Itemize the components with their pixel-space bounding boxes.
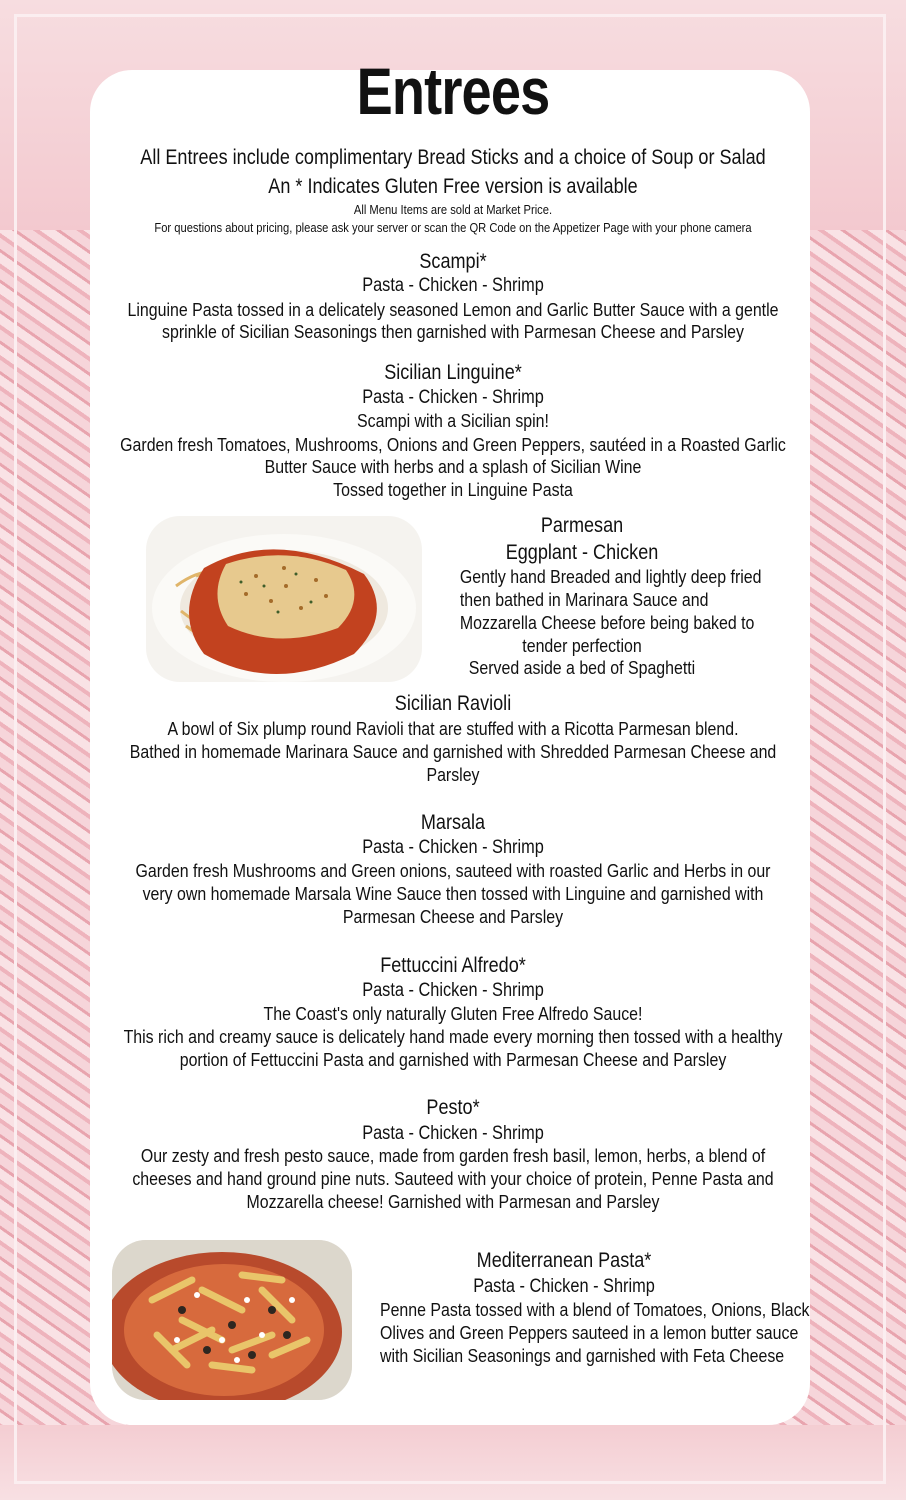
- dish-description: Bathed in homemade Marinara Sauce and garnished with Shredded Parmesan Cheese and: [129, 741, 777, 762]
- dish-description: Olives and Green Peppers sauteed in a lemon butter sauce: [379, 1322, 799, 1343]
- page-title: Entrees: [356, 54, 550, 128]
- dish-name: Sicilian Linguine*: [384, 361, 522, 384]
- dish-options: Pasta - Chicken - Shrimp: [362, 837, 544, 858]
- dish-description: Parsley: [426, 764, 480, 785]
- dish-description: very own homemade Marsala Wine Sauce then tossed with Linguine and garnished with: [142, 883, 764, 904]
- dish-options: Pasta - Chicken - Shrimp: [473, 1276, 655, 1297]
- dish-name: Fettuccini Alfredo*: [380, 954, 526, 977]
- dish-options: Pasta - Chicken - Shrimp: [362, 387, 544, 408]
- dish-description: cheeses and hand ground pine nuts. Sauteed with your choice of protein, Penne Pasta and: [132, 1168, 774, 1189]
- dish-options: Pasta - Chicken - Shrimp: [362, 275, 544, 296]
- dish-options: Eggplant - Chicken: [505, 541, 659, 564]
- intro-line: All Entrees include complimentary Bread Sticks and a choice of Soup or Salad: [140, 146, 766, 169]
- intro-line: An * Indicates Gluten Free version is available: [268, 175, 638, 198]
- dish-name: Scampi*: [419, 250, 487, 273]
- dish-description: Mozzarella Cheese before being baked to: [459, 612, 755, 633]
- dish-description: Scampi with a Sicilian spin!: [357, 410, 549, 431]
- dish-options: Pasta - Chicken - Shrimp: [362, 1123, 544, 1144]
- dish-description: sprinkle of Sicilian Seasonings then garnished with Parmesan Cheese and Parsley: [162, 321, 744, 342]
- dish-description: The Coast's only naturally Gluten Free Alfredo Sauce!: [263, 1003, 643, 1024]
- dish-description: This rich and creamy sauce is delicately hand made every morning then tossed with a healthy: [123, 1026, 783, 1047]
- dish-description: Gently hand Breaded and lightly deep fried: [459, 566, 762, 587]
- dish-description: Parmesan Cheese and Parsley: [342, 906, 564, 927]
- dish-description: Linguine Pasta tossed in a delicately seasoned Lemon and Garlic Butter Sauce with a gentle: [127, 299, 779, 320]
- dish-description: Served aside a bed of Spaghetti: [468, 657, 696, 678]
- dish-name: Parmesan: [540, 514, 624, 537]
- dish-options: Pasta - Chicken - Shrimp: [362, 980, 544, 1001]
- dish-description: with Sicilian Seasonings and garnished with Feta Cheese: [379, 1345, 785, 1366]
- dish-name: Marsala: [420, 811, 486, 834]
- dish-description: Butter Sauce with herbs and a splash of Sicilian Wine: [264, 456, 642, 477]
- dish-description: Mozzarella cheese! Garnished with Parmesan and Parsley: [246, 1191, 660, 1212]
- dish-description: A bowl of Six plump round Ravioli that are stuffed with a Ricotta Parmesan blend.: [167, 718, 739, 739]
- dish-name: Pesto*: [426, 1096, 480, 1119]
- intro-line: All Menu Items are sold at Market Price.: [353, 202, 553, 217]
- dish-description: portion of Fettuccini Pasta and garnished with Parmesan Cheese and Parsley: [179, 1049, 727, 1070]
- chicken-parmesan-photo: [146, 516, 422, 682]
- dish-description: Garden fresh Tomatoes, Mushrooms, Onions and Green Peppers, sautéed in a Roasted Garlic: [120, 434, 786, 455]
- dish-name: Sicilian Ravioli: [394, 692, 512, 715]
- intro-line: For questions about pricing, please ask your server or scan the QR Code on the Appetizer Page with your phone camera: [154, 220, 752, 235]
- dish-description: Garden fresh Mushrooms and Green onions, sauteed with roasted Garlic and Herbs in our: [135, 860, 771, 881]
- dish-description: Penne Pasta tossed with a blend of Tomatoes, Onions, Black: [379, 1299, 810, 1320]
- dish-name: Mediterranean Pasta*: [476, 1249, 652, 1272]
- dish-description: Tossed together in Linguine Pasta: [333, 479, 573, 500]
- mediterranean-pasta-photo: [112, 1240, 352, 1400]
- dish-description: then bathed in Marinara Sauce and: [459, 589, 709, 610]
- dish-description: Our zesty and fresh pesto sauce, made from garden fresh basil, lemon, herbs, a blend of: [140, 1145, 766, 1166]
- dish-description: tender perfection: [522, 635, 642, 656]
